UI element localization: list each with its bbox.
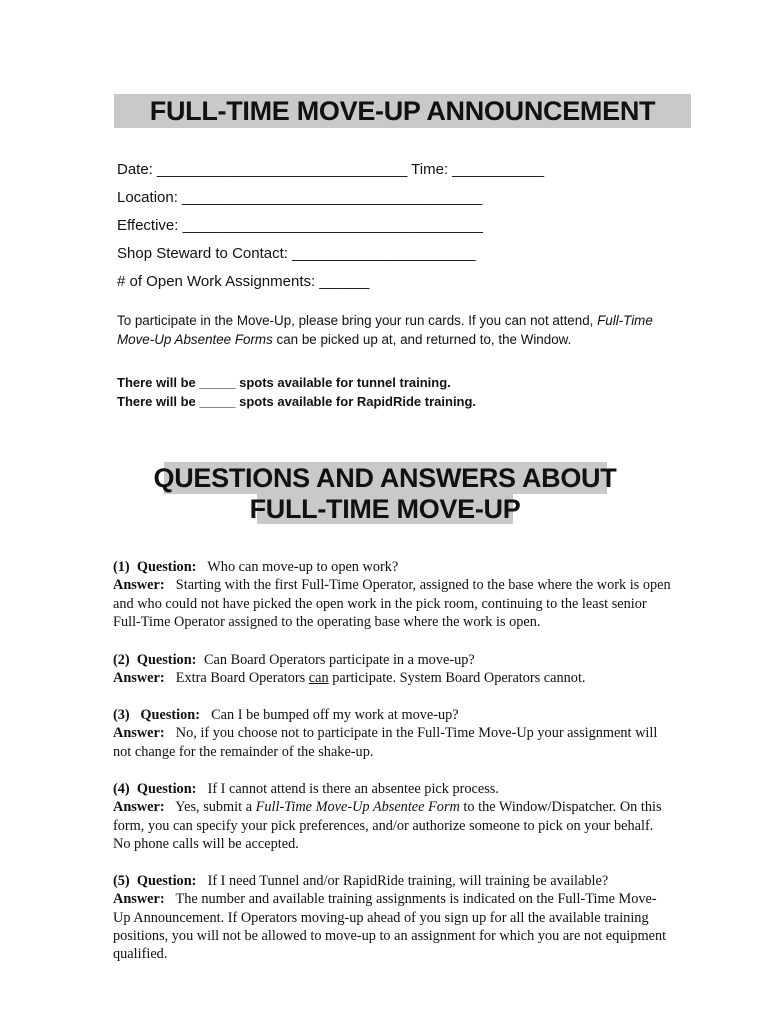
- question-number: (3): [113, 707, 130, 723]
- question-line: [113, 780, 673, 798]
- effective-field: Effective: ____________________________________: [117, 217, 483, 234]
- answer-label: Answer:: [113, 670, 165, 687]
- question-label: Question:: [136, 873, 197, 889]
- question-line: [113, 872, 673, 890]
- answer-text-b: participate. System Board Operators cannot.: [328, 670, 586, 687]
- rapidride-spots-line: There will be _____ spots available for RapidRide training.: [117, 394, 477, 409]
- question-text: Who can move-up to open work?: [207, 559, 399, 575]
- answer-label: Answer:: [113, 725, 165, 742]
- question-text: If I cannot attend is there an absentee pick process.: [207, 781, 499, 797]
- question-line: [113, 651, 673, 669]
- intro-text-1: To participate in the Move-Up, please bring your run cards. If you can not attend,: [117, 313, 598, 328]
- answer-block: [113, 669, 673, 687]
- date-time-field: Date: ______________________________ Time: ___________: [117, 161, 545, 178]
- answer-text-b: to the Window/Dispatcher. On this form, you can specify your pick preferences, and/or authorize someone to pick on your behalf. No phone calls will be accepted.: [113, 799, 662, 852]
- answer-text-a: Yes, submit a: [175, 799, 256, 816]
- qa-item-1: [113, 558, 673, 631]
- answer-text: No, if you choose not to participate in the Full-Time Move-Up your assignment will not change for the remainder of the shake-up.: [113, 725, 658, 760]
- qa-item-5: [113, 872, 673, 963]
- question-text: Can I be bumped off my work at move-up?: [211, 707, 459, 723]
- intro-paragraph: [117, 311, 692, 349]
- question-line: [113, 706, 673, 724]
- page-title: FULL-TIME MOVE-UP ANNOUNCEMENT: [149, 96, 656, 126]
- question-text: Can Board Operators participate in a move-up?: [203, 652, 475, 668]
- answer-label: Answer:: [113, 891, 165, 908]
- answer-text: The number and available training assignments is indicated on the Full-Time Move-Up Announcement. If Operators moving-up ahead of you sign up for all the available training positions, you will not be allowed to move-up to an assignment for which you are not equipment qualified.: [113, 891, 667, 963]
- answer-label: Answer:: [113, 577, 165, 594]
- question-label: Question:: [136, 652, 197, 668]
- qa-item-3: [113, 706, 673, 761]
- qa-item-2: [113, 651, 673, 688]
- qa-heading-line-2: FULL-TIME MOVE-UP: [249, 494, 521, 524]
- answer-block: [113, 890, 673, 963]
- shop-steward-field: Shop Steward to Contact: ______________________: [117, 245, 476, 262]
- answer-block: [113, 798, 673, 853]
- answer-underlined: can: [308, 670, 329, 687]
- location-field: Location: ____________________________________: [117, 189, 483, 206]
- answer-label: Answer:: [113, 799, 165, 816]
- question-number: (2): [113, 652, 130, 668]
- qa-heading-line-1: QUESTIONS AND ANSWERS ABOUT: [153, 463, 617, 493]
- intro-text-2: can be picked up at, and returned to, the Window.: [272, 332, 572, 347]
- question-label: Question:: [136, 781, 197, 797]
- question-label: Question:: [136, 559, 197, 575]
- question-line: [113, 558, 673, 576]
- absentee-form-text: Full-Time Move-Up Absentee Form: [255, 799, 460, 816]
- answer-text-a: Extra Board Operators: [175, 670, 309, 687]
- answer-text: Starting with the first Full-Time Operator, assigned to the base where the work is open and who could not have picked the open work in the pick room, continuing to the least senior Full-Time Operator assigned to the operating base where the work is open.: [113, 577, 671, 630]
- answer-block: [113, 724, 673, 761]
- question-text: If I need Tunnel and/or RapidRide training, will training be available?: [207, 873, 609, 889]
- absentee-forms-text: Full-Time Move-Up Absentee Forms: [117, 313, 653, 347]
- qa-item-4: [113, 780, 673, 853]
- question-number: (5): [113, 873, 130, 889]
- open-work-assignments-field: # of Open Work Assignments: ______: [117, 273, 370, 290]
- question-number: (1): [113, 559, 130, 575]
- question-number: (4): [113, 781, 130, 797]
- question-label: Question:: [140, 707, 200, 723]
- tunnel-spots-line: There will be _____ spots available for tunnel training.: [117, 375, 451, 390]
- answer-block: [113, 576, 673, 631]
